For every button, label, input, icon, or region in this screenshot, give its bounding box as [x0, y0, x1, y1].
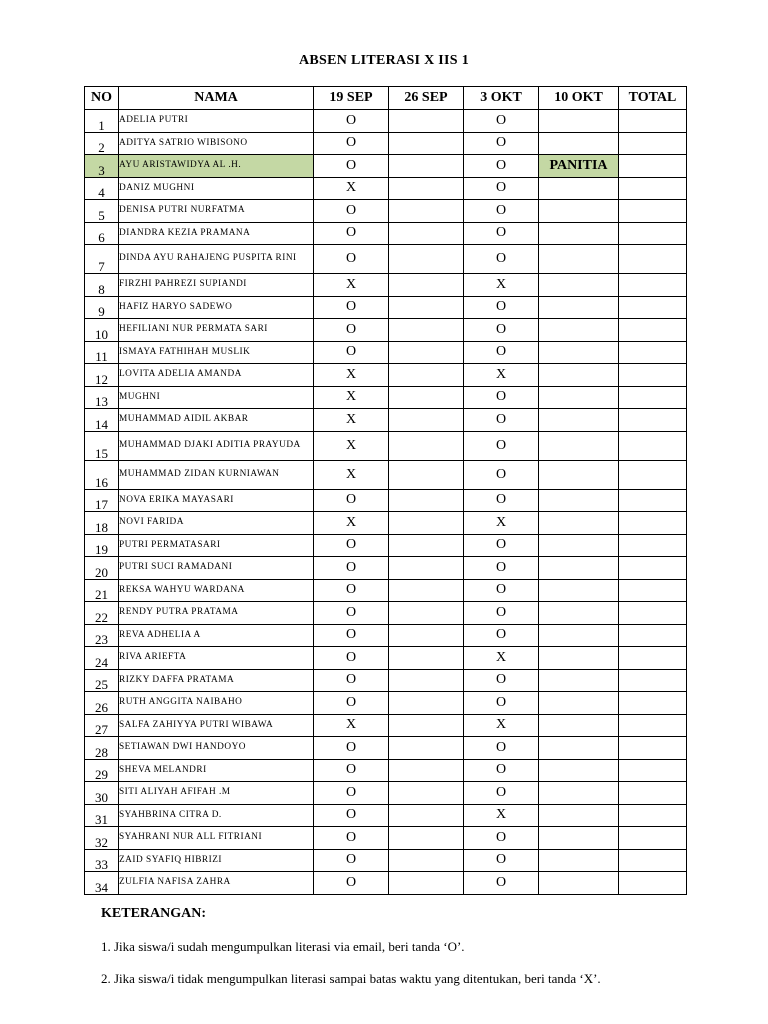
student-number: 24: [85, 647, 119, 670]
mark-19-sep: O: [314, 872, 389, 895]
mark-10-okt: [539, 602, 619, 625]
mark-10-okt: [539, 222, 619, 245]
mark-19-sep: O: [314, 200, 389, 223]
table-row: [85, 557, 687, 580]
mark-19-sep: O: [314, 319, 389, 342]
mark-total: [619, 692, 687, 715]
student-name: MUHAMMAD ZIDAN KURNIAWAN: [119, 460, 314, 489]
student-number: 3: [85, 155, 119, 178]
header-nama: NAMA: [119, 87, 314, 110]
mark-10-okt: [539, 110, 619, 133]
table-row: [85, 200, 687, 223]
mark-10-okt: [539, 804, 619, 827]
student-name: SHEVA MELANDRI: [119, 759, 314, 782]
student-number: 14: [85, 409, 119, 432]
student-number: 32: [85, 827, 119, 850]
mark-total: [619, 647, 687, 670]
mark-3-okt: O: [464, 759, 539, 782]
student-number: 18: [85, 512, 119, 535]
mark-3-okt: O: [464, 602, 539, 625]
mark-26-sep: [389, 692, 464, 715]
mark-total: [619, 602, 687, 625]
mark-26-sep: [389, 759, 464, 782]
student-name: DIANDRA KEZIA PRAMANA: [119, 222, 314, 245]
student-name: RUTH ANGGITA NAIBAHO: [119, 692, 314, 715]
student-name: NOVA ERIKA MAYASARI: [119, 489, 314, 512]
table-row: [85, 692, 687, 715]
mark-3-okt: O: [464, 534, 539, 557]
mark-total: [619, 431, 687, 460]
mark-10-okt: [539, 431, 619, 460]
student-number: 19: [85, 534, 119, 557]
mark-19-sep: X: [314, 409, 389, 432]
mark-19-sep: O: [314, 782, 389, 805]
student-number: 2: [85, 132, 119, 155]
mark-10-okt: [539, 692, 619, 715]
mark-10-okt: [539, 489, 619, 512]
mark-10-okt: [539, 386, 619, 409]
table-row: [85, 245, 687, 274]
student-name: SITI ALIYAH AFIFAH .M: [119, 782, 314, 805]
header-total: TOTAL: [619, 87, 687, 110]
mark-26-sep: [389, 827, 464, 850]
mark-10-okt: [539, 557, 619, 580]
mark-10-okt: [539, 341, 619, 364]
student-number: 29: [85, 759, 119, 782]
table-row: [85, 804, 687, 827]
student-number: 4: [85, 177, 119, 200]
mark-19-sep: O: [314, 534, 389, 557]
mark-total: [619, 245, 687, 274]
student-number: 12: [85, 364, 119, 387]
mark-3-okt: O: [464, 782, 539, 805]
mark-10-okt: [539, 827, 619, 850]
mark-26-sep: [389, 849, 464, 872]
mark-total: [619, 386, 687, 409]
student-name: PUTRI PERMATASARI: [119, 534, 314, 557]
mark-10-okt: [539, 245, 619, 274]
student-name: REKSA WAHYU WARDANA: [119, 579, 314, 602]
mark-10-okt: [539, 512, 619, 535]
mark-3-okt: O: [464, 177, 539, 200]
mark-3-okt: O: [464, 386, 539, 409]
mark-total: [619, 155, 687, 178]
student-number: 15: [85, 431, 119, 460]
student-number: 31: [85, 804, 119, 827]
mark-3-okt: O: [464, 692, 539, 715]
header-19-sep: 19 SEP: [314, 87, 389, 110]
mark-3-okt: O: [464, 737, 539, 760]
student-name: ZAID SYAFIQ HIBRIZI: [119, 849, 314, 872]
mark-26-sep: [389, 431, 464, 460]
mark-3-okt: O: [464, 431, 539, 460]
student-number: 6: [85, 222, 119, 245]
mark-10-okt: [539, 132, 619, 155]
mark-26-sep: [389, 177, 464, 200]
attendance-table: [84, 86, 687, 895]
table-row: [85, 155, 687, 178]
mark-3-okt: O: [464, 200, 539, 223]
mark-total: [619, 782, 687, 805]
student-number: 5: [85, 200, 119, 223]
student-number: 27: [85, 714, 119, 737]
mark-10-okt: [539, 274, 619, 297]
mark-3-okt: O: [464, 245, 539, 274]
table-row: [85, 647, 687, 670]
student-number: 20: [85, 557, 119, 580]
mark-26-sep: [389, 386, 464, 409]
mark-26-sep: [389, 512, 464, 535]
mark-19-sep: O: [314, 737, 389, 760]
mark-19-sep: O: [314, 624, 389, 647]
legend-heading: KETERANGAN:: [101, 906, 207, 921]
student-name: NOVI FARIDA: [119, 512, 314, 535]
header-no: NO: [85, 87, 119, 110]
mark-total: [619, 177, 687, 200]
mark-total: [619, 110, 687, 133]
mark-total: [619, 489, 687, 512]
mark-total: [619, 274, 687, 297]
student-name: AYU ARISTAWIDYA AL .H.: [119, 155, 314, 178]
header-10-okt: 10 OKT: [539, 87, 619, 110]
mark-26-sep: [389, 647, 464, 670]
student-name: MUHAMMAD AIDIL AKBAR: [119, 409, 314, 432]
mark-total: [619, 737, 687, 760]
student-number: 9: [85, 296, 119, 319]
mark-19-sep: X: [314, 274, 389, 297]
mark-total: [619, 200, 687, 223]
mark-10-okt: [539, 200, 619, 223]
mark-19-sep: O: [314, 759, 389, 782]
mark-26-sep: [389, 489, 464, 512]
table-row: [85, 737, 687, 760]
student-name: RIZKY DAFFA PRATAMA: [119, 669, 314, 692]
table-row: [85, 827, 687, 850]
mark-19-sep: X: [314, 431, 389, 460]
mark-total: [619, 512, 687, 535]
student-name: MUGHNI: [119, 386, 314, 409]
mark-total: [619, 872, 687, 895]
student-number: 7: [85, 245, 119, 274]
mark-19-sep: O: [314, 602, 389, 625]
mark-total: [619, 759, 687, 782]
table-row: [85, 409, 687, 432]
mark-26-sep: [389, 245, 464, 274]
mark-19-sep: X: [314, 460, 389, 489]
mark-19-sep: O: [314, 849, 389, 872]
student-name: HEFILIANI NUR PERMATA SARI: [119, 319, 314, 342]
table-row: [85, 714, 687, 737]
student-number: 23: [85, 624, 119, 647]
mark-10-okt: [539, 624, 619, 647]
mark-3-okt: O: [464, 669, 539, 692]
mark-26-sep: [389, 110, 464, 133]
mark-3-okt: O: [464, 132, 539, 155]
student-name: DENISA PUTRI NURFATMA: [119, 200, 314, 223]
student-number: 13: [85, 386, 119, 409]
mark-10-okt: [539, 737, 619, 760]
table-row: [85, 759, 687, 782]
table-row: [85, 319, 687, 342]
student-number: 1: [85, 110, 119, 133]
mark-3-okt: O: [464, 872, 539, 895]
student-number: 21: [85, 579, 119, 602]
student-name: ADELIA PUTRI: [119, 110, 314, 133]
student-name: RENDY PUTRA PRATAMA: [119, 602, 314, 625]
table-row: [85, 602, 687, 625]
student-name: ADITYA SATRIO WIBISONO: [119, 132, 314, 155]
mark-19-sep: O: [314, 669, 389, 692]
mark-3-okt: O: [464, 155, 539, 178]
table-row: [85, 489, 687, 512]
mark-26-sep: [389, 714, 464, 737]
mark-19-sep: O: [314, 804, 389, 827]
mark-19-sep: O: [314, 132, 389, 155]
legend: [101, 906, 741, 1003]
table-row: [85, 274, 687, 297]
mark-total: [619, 409, 687, 432]
table-row: [85, 431, 687, 460]
legend-item-o: 1. Jika siswa/i sudah mengumpulkan literasi via email, beri tanda ‘O’.: [101, 939, 465, 954]
mark-3-okt: O: [464, 110, 539, 133]
mark-3-okt: X: [464, 512, 539, 535]
mark-3-okt: O: [464, 460, 539, 489]
mark-19-sep: O: [314, 489, 389, 512]
mark-10-okt: [539, 579, 619, 602]
mark-3-okt: O: [464, 624, 539, 647]
mark-26-sep: [389, 872, 464, 895]
mark-26-sep: [389, 782, 464, 805]
table-row: [85, 512, 687, 535]
mark-26-sep: [389, 319, 464, 342]
mark-3-okt: O: [464, 557, 539, 580]
mark-total: [619, 669, 687, 692]
mark-26-sep: [389, 737, 464, 760]
header-26-sep: 26 SEP: [389, 87, 464, 110]
table-row: [85, 579, 687, 602]
mark-19-sep: O: [314, 557, 389, 580]
student-name: FIRZHI PAHREZI SUPIANDI: [119, 274, 314, 297]
mark-19-sep: O: [314, 222, 389, 245]
mark-3-okt: O: [464, 319, 539, 342]
mark-19-sep: O: [314, 647, 389, 670]
mark-total: [619, 341, 687, 364]
mark-26-sep: [389, 669, 464, 692]
mark-3-okt: O: [464, 341, 539, 364]
mark-10-okt: [539, 872, 619, 895]
table-row: [85, 534, 687, 557]
mark-total: [619, 849, 687, 872]
mark-19-sep: X: [314, 364, 389, 387]
table-row: [85, 624, 687, 647]
student-number: 25: [85, 669, 119, 692]
mark-total: [619, 827, 687, 850]
table-row: [85, 177, 687, 200]
table-row: [85, 669, 687, 692]
mark-19-sep: O: [314, 296, 389, 319]
mark-3-okt: X: [464, 714, 539, 737]
mark-total: [619, 296, 687, 319]
mark-26-sep: [389, 222, 464, 245]
mark-10-okt: [539, 364, 619, 387]
student-number: 16: [85, 460, 119, 489]
mark-26-sep: [389, 200, 464, 223]
mark-3-okt: O: [464, 296, 539, 319]
mark-total: [619, 714, 687, 737]
mark-19-sep: O: [314, 110, 389, 133]
mark-26-sep: [389, 602, 464, 625]
mark-3-okt: O: [464, 489, 539, 512]
table-row: [85, 110, 687, 133]
panitia-note: PANITIA: [539, 155, 619, 178]
mark-10-okt: [539, 782, 619, 805]
mark-26-sep: [389, 274, 464, 297]
mark-total: [619, 319, 687, 342]
table-row: [85, 849, 687, 872]
legend-item-x: 2. Jika siswa/i tidak mengumpulkan literasi sampai batas waktu yang ditentukan, beri tanda ‘X’.: [101, 971, 601, 986]
mark-26-sep: [389, 341, 464, 364]
mark-10-okt: [539, 849, 619, 872]
mark-26-sep: [389, 155, 464, 178]
mark-3-okt: X: [464, 274, 539, 297]
mark-total: [619, 460, 687, 489]
student-rows: [85, 110, 687, 895]
mark-26-sep: [389, 557, 464, 580]
mark-total: [619, 222, 687, 245]
mark-3-okt: O: [464, 409, 539, 432]
document-title: ABSEN LITERASI X IIS 1: [299, 53, 469, 68]
mark-10-okt: [539, 647, 619, 670]
mark-26-sep: [389, 804, 464, 827]
student-name: HAFIZ HARYO SADEWO: [119, 296, 314, 319]
table-row: [85, 460, 687, 489]
student-name: REVA ADHELIA A: [119, 624, 314, 647]
student-number: 11: [85, 341, 119, 364]
mark-total: [619, 624, 687, 647]
mark-3-okt: O: [464, 222, 539, 245]
mark-19-sep: O: [314, 579, 389, 602]
mark-10-okt: [539, 409, 619, 432]
mark-26-sep: [389, 409, 464, 432]
mark-26-sep: [389, 296, 464, 319]
student-name: SYAHRANI NUR ALL FITRIANI: [119, 827, 314, 850]
student-number: 22: [85, 602, 119, 625]
student-name: DANIZ MUGHNI: [119, 177, 314, 200]
student-number: 28: [85, 737, 119, 760]
mark-26-sep: [389, 364, 464, 387]
student-name: SETIAWAN DWI HANDOYO: [119, 737, 314, 760]
student-name: SYAHBRINA CITRA D.: [119, 804, 314, 827]
table-row: [85, 364, 687, 387]
mark-26-sep: [389, 624, 464, 647]
mark-3-okt: X: [464, 647, 539, 670]
table-row: [85, 222, 687, 245]
student-name: LOVITA ADELIA AMANDA: [119, 364, 314, 387]
mark-26-sep: [389, 579, 464, 602]
mark-10-okt: [539, 296, 619, 319]
mark-19-sep: X: [314, 512, 389, 535]
student-number: 17: [85, 489, 119, 512]
student-number: 30: [85, 782, 119, 805]
student-name: SALFA ZAHIYYA PUTRI WIBAWA: [119, 714, 314, 737]
mark-19-sep: X: [314, 714, 389, 737]
mark-10-okt: [539, 669, 619, 692]
student-name: RIVA ARIEFTA: [119, 647, 314, 670]
mark-10-okt: [539, 714, 619, 737]
mark-19-sep: O: [314, 692, 389, 715]
student-number: 10: [85, 319, 119, 342]
mark-total: [619, 579, 687, 602]
student-name: PUTRI SUCI RAMADANI: [119, 557, 314, 580]
table-row: [85, 296, 687, 319]
mark-10-okt: [539, 460, 619, 489]
mark-19-sep: O: [314, 827, 389, 850]
mark-3-okt: O: [464, 849, 539, 872]
mark-10-okt: [539, 759, 619, 782]
table-row: [85, 341, 687, 364]
student-name: DINDA AYU RAHAJENG PUSPITA RINI: [119, 245, 314, 274]
mark-10-okt: [539, 177, 619, 200]
table-header-row: [85, 87, 687, 110]
mark-total: [619, 364, 687, 387]
mark-total: [619, 557, 687, 580]
mark-total: [619, 804, 687, 827]
table-row: [85, 386, 687, 409]
mark-3-okt: X: [464, 804, 539, 827]
table-row: [85, 132, 687, 155]
mark-19-sep: O: [314, 341, 389, 364]
header-3-okt: 3 OKT: [464, 87, 539, 110]
mark-26-sep: [389, 460, 464, 489]
mark-19-sep: X: [314, 386, 389, 409]
mark-10-okt: [539, 534, 619, 557]
mark-total: [619, 132, 687, 155]
student-name: ISMAYA FATHIHAH MUSLIK: [119, 341, 314, 364]
mark-19-sep: O: [314, 155, 389, 178]
mark-10-okt: [539, 319, 619, 342]
mark-19-sep: X: [314, 177, 389, 200]
student-number: 33: [85, 849, 119, 872]
mark-26-sep: [389, 132, 464, 155]
table-row: [85, 872, 687, 895]
student-name: MUHAMMAD DJAKI ADITIA PRAYUDA: [119, 431, 314, 460]
student-name: ZULFIA NAFISA ZAHRA: [119, 872, 314, 895]
table-row: [85, 782, 687, 805]
mark-3-okt: O: [464, 827, 539, 850]
mark-3-okt: X: [464, 364, 539, 387]
mark-3-okt: O: [464, 579, 539, 602]
student-number: 8: [85, 274, 119, 297]
mark-19-sep: O: [314, 245, 389, 274]
student-number: 26: [85, 692, 119, 715]
student-number: 34: [85, 872, 119, 895]
mark-26-sep: [389, 534, 464, 557]
mark-total: [619, 534, 687, 557]
